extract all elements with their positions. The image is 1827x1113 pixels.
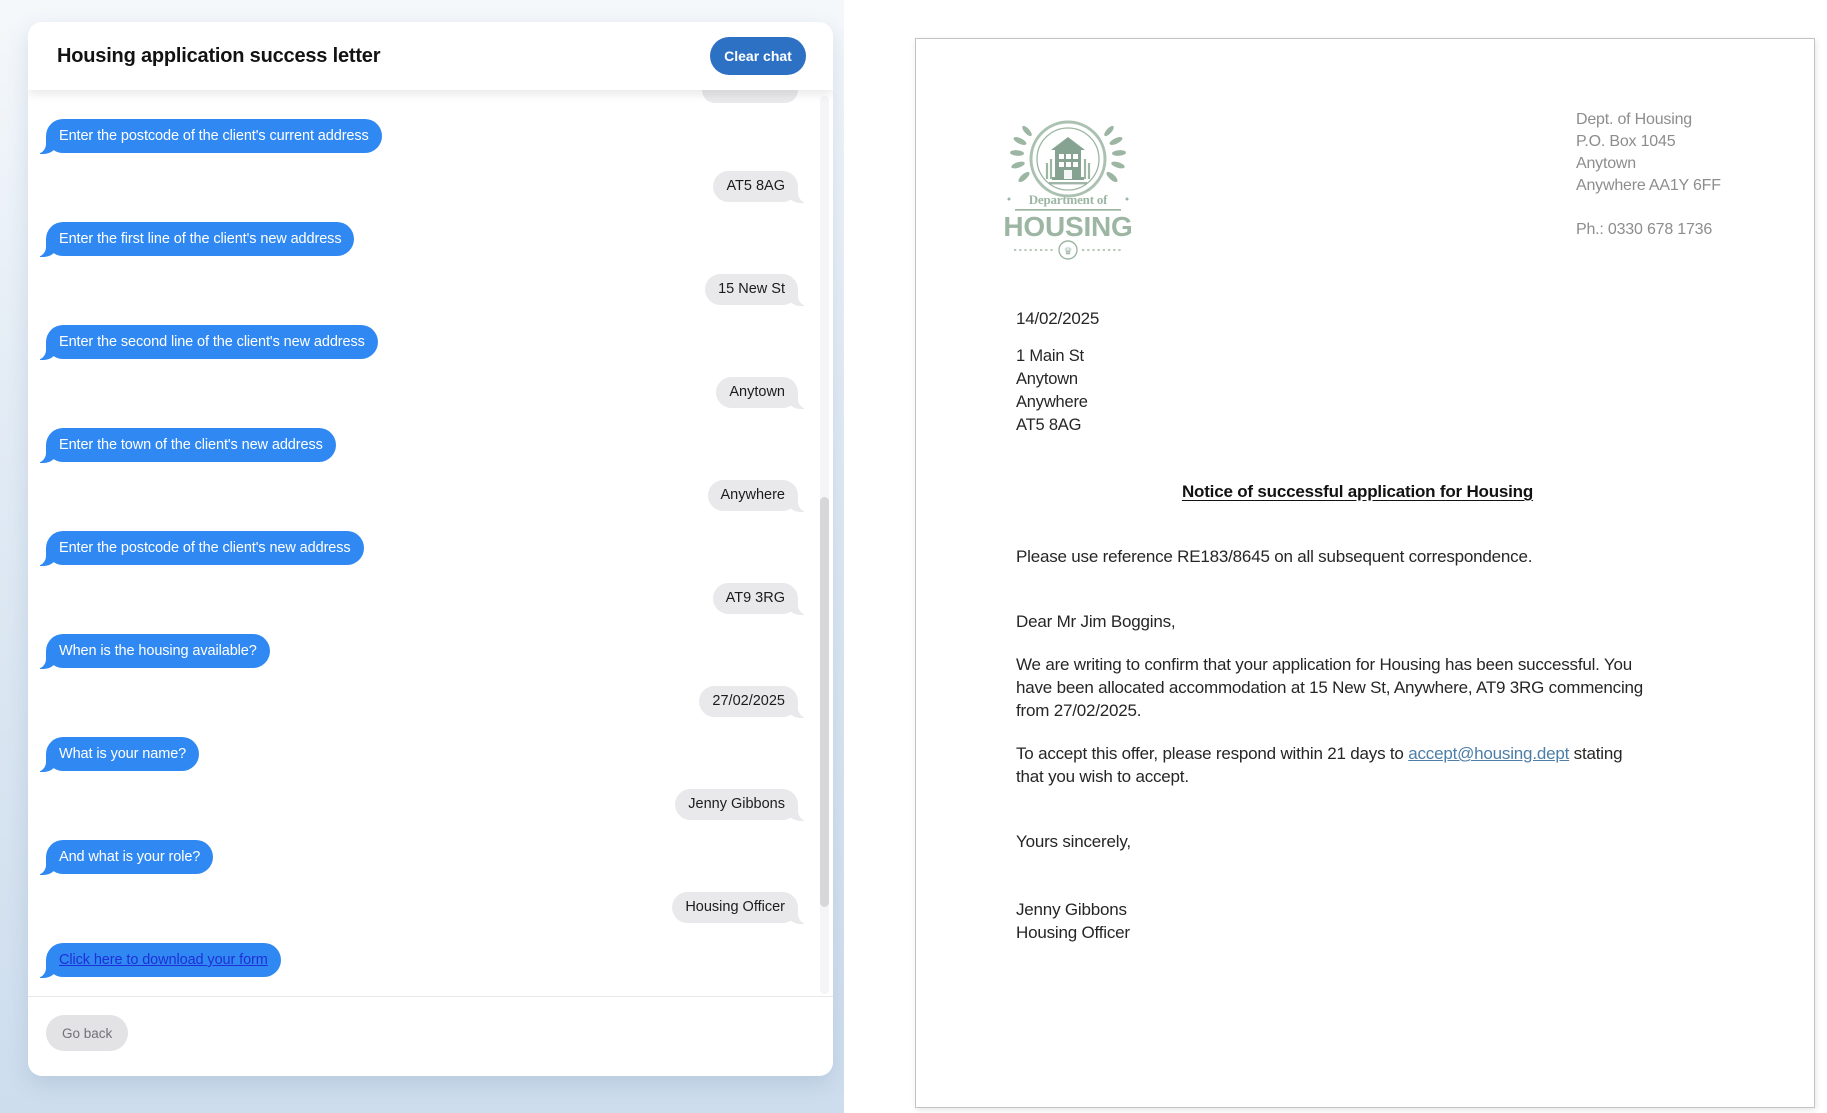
bot-message: What is your name? (46, 737, 199, 771)
salutation: Dear Mr Jim Boggins, (1016, 612, 1176, 631)
user-message: AT5 8AG (713, 171, 798, 202)
letter-document (915, 38, 1815, 1108)
signature-name: Jenny Gibbons (1016, 900, 1127, 919)
letter-pane-background (844, 0, 1827, 1113)
signature-role: Housing Officer (1016, 923, 1130, 942)
closing: Yours sincerely, (1016, 832, 1131, 851)
bot-message: Enter the town of the client's new address (46, 428, 336, 462)
logo-laurel-left-icon (1010, 124, 1033, 183)
recipient-address-line: AT5 8AG (1016, 416, 1082, 434)
bot-message: Enter the postcode of the client's new address (46, 531, 364, 565)
user-message: 15 New St (705, 274, 798, 305)
chat-panel (28, 22, 833, 1076)
partial-message-bubble (702, 90, 798, 103)
reference-line: Please use reference RE183/8645 on all subsequent correspondence. (1016, 547, 1533, 566)
user-message: Jenny Gibbons (675, 789, 798, 820)
recipient-address-line: Anywhere (1016, 393, 1088, 411)
user-message: Housing Officer (672, 892, 798, 923)
housing-department-logo (1002, 111, 1134, 263)
user-message: 27/02/2025 (699, 686, 798, 717)
sender-address-line: Anywhere AA1Y 6FF (1576, 177, 1721, 194)
chat-header (28, 22, 833, 90)
recipient-address-line: Anytown (1016, 370, 1078, 388)
logo-main-text: HOUSING (1003, 211, 1133, 242)
logo-crown-icon: ♛ (1063, 246, 1073, 258)
body-paragraph-1: We are writing to confirm that your application for Housing has been successful. You have been allocated accommodation at 15 New St, Anywhere, AT9 3RG commencing from 27/02/2025. (1016, 655, 1644, 720)
logo-laurel-right-icon (1103, 124, 1126, 183)
bot-message: Enter the postcode of the client's current address (46, 119, 382, 153)
body-paragraph-2: To accept this offer, please respond within 21 days to accept@housing.dept stating that you wish to accept. (1016, 744, 1623, 786)
chat-scrollbar-thumb[interactable] (820, 497, 829, 907)
user-message: Anytown (716, 377, 798, 408)
sender-phone: Ph.: 0330 678 1736 (1576, 221, 1713, 238)
bot-message: Enter the first line of the client's new address (46, 222, 354, 256)
sender-address-block (1576, 109, 1721, 197)
sender-address-line: P.O. Box 1045 (1576, 133, 1676, 150)
chat-pane-background (0, 0, 844, 1113)
housing-logo-icon (1002, 111, 1134, 263)
sender-address-line: Dept. of Housing (1576, 111, 1692, 128)
chat-title: Housing application success letter (57, 44, 381, 67)
user-message: Anywhere (708, 480, 798, 511)
clear-chat-button[interactable]: Clear chat (710, 37, 806, 75)
letter-date: 14/02/2025 (1016, 309, 1100, 328)
message-list (28, 90, 833, 996)
logo-top-text: Department of (1028, 192, 1108, 207)
sender-address-line: Anytown (1576, 155, 1636, 172)
signature-block (1016, 898, 1130, 944)
recipient-address-block (1016, 345, 1088, 437)
chat-footer (28, 996, 833, 1076)
download-form-link[interactable]: Click here to download your form (46, 943, 281, 977)
bot-message: Enter the second line of the client's new address (46, 325, 378, 359)
bot-message: When is the housing available? (46, 634, 270, 668)
user-message: AT9 3RG (713, 583, 798, 614)
go-back-button[interactable]: Go back (46, 1015, 128, 1051)
letter-heading: Notice of successful application for Housing (1181, 482, 1534, 501)
accept-email-link[interactable]: accept@housing.dept (1408, 744, 1570, 763)
bot-message: And what is your role? (46, 840, 213, 874)
recipient-address-line: 1 Main St (1016, 347, 1084, 365)
